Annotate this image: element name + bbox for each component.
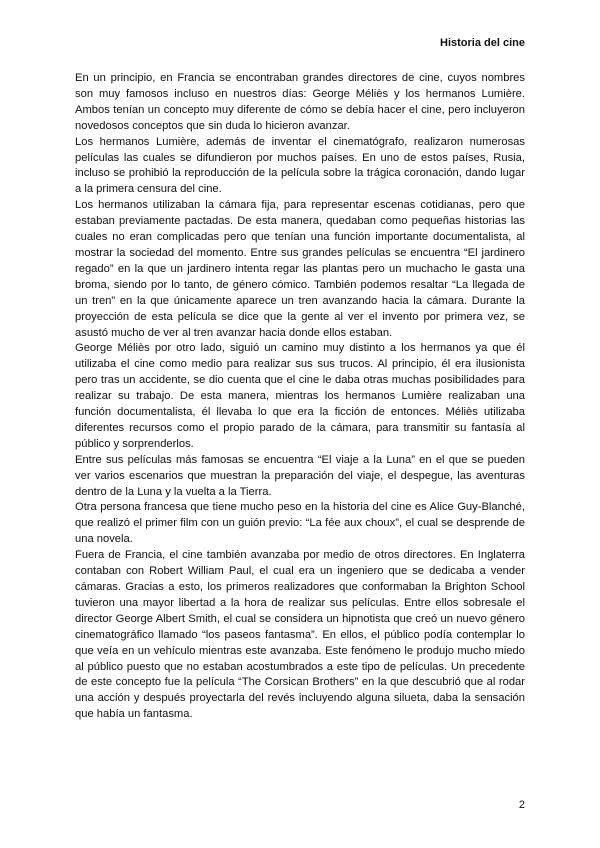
paragraph: Los hermanos utilizaban la cámara fija, para representar escenas cotidianas, pero que estaban previamente pactadas. De esta manera, quedaban como pequeñas historias las cuales no eran complicadas pero que tenían una función importante documentalista, al mostrar la sociedad del momento. Entre sus grandes películas se encuentra “El jardinero regado” en la que un jardinero intenta regar las plantas pero un muchacho le gasta una broma, siendo por lo tanto, de género cómico. También podemos resaltar “La llegada de un tren” en la que únicamente aparece un tren avanzando hacia la cámara. Durante la proyección de esta película se dice que la gente al ver el invento por primera vez, se asustó mucho de ver al tren avanzar hacia donde ellos estaban.	[75, 199, 525, 339]
page-number: 2	[518, 799, 525, 811]
paragraph: George Méliès por otro lado, siguió un camino muy distinto a los hermanos ya que él utilizaba el cine como medio para realizar sus sus trucos. Al principio, él era ilusionista pero tras un accidente, se dio cuenta que el cine le daba otras muchas posibilidades para realizar su trabajo. De esta manera, mientras los hermanos Lumière realizaban una función documentalista, él llevaba lo que era la ficción de entonces. Méliès utilizaba diferentes recursos como el propio parado de la cámara, para transmitir su fantasía al público y sorprenderlos.	[75, 342, 525, 450]
paragraph: Los hermanos Lumière, además de inventar el cinematógrafo, realizaron numerosas películas las cuales se difundieron por muchos países. En uno de estos países, Rusia, incluso se prohibió la reproducción de la película sobre la trágica coronación, dando lugar a la primera censura del cine.	[75, 135, 525, 196]
paragraph: En un principio, en Francia se encontraban grandes directores de cine, cuyos nombres son muy famosos incluso en nuestros días: George Méliès y los hermanos Lumière. Ambos tenían un concepto muy diferente de cómo se debía hacer el cine, pero incluyeron novedosos conceptos que sin duda lo hicieron avanzar.	[75, 72, 525, 132]
paragraph: Otra persona francesa que tiene mucho peso en la historia del cine es Alice Guy-Blanché, que realizó el primer film con un guión previo: “La fée aux choux”, el cual se desprende de una novela.	[75, 501, 525, 546]
body-text	[75, 71, 525, 723]
paragraph: Entre sus películas más famosas se encuentra “El viaje a la Luna” en el que se pueden ver varios escenarios que muestran la preparación del viaje, el despegue, las aventuras dentro de la Luna y la vuelta a la Tierra.	[75, 453, 525, 498]
paragraph: Fuera de Francia, el cine también avanzaba por medio de otros directores. En Inglaterra contaban con Robert William Paul, el cual era un ingeniero que se dedicaba a vender cámaras. Gracias a esto, los primeros realizadores que conformaban la Brighton School tuvieron una mayor libertad a la hora de realizar sus películas. Entre ellos sobresale el director George Albert Smith, el cual se considera un hipnotista que creó un nuevo género cinematográfico llamado “los paseos fantasma”. En ellos, el público podía contemplar lo que veía en un vehículo mientras este avanzaba. Este fenómeno le produjo mucho miedo al público puesto que no estaban acostumbrados a este tipo de películas. Un precedente de este concepto fue la película “The Corsican Brothers” en la que descubrió que al rodar una acción y después proyectarla del revés incluyendo alguna silueta, daba la sensación que había un fantasma.	[75, 549, 525, 721]
running-header: Historia del cine	[440, 37, 525, 49]
